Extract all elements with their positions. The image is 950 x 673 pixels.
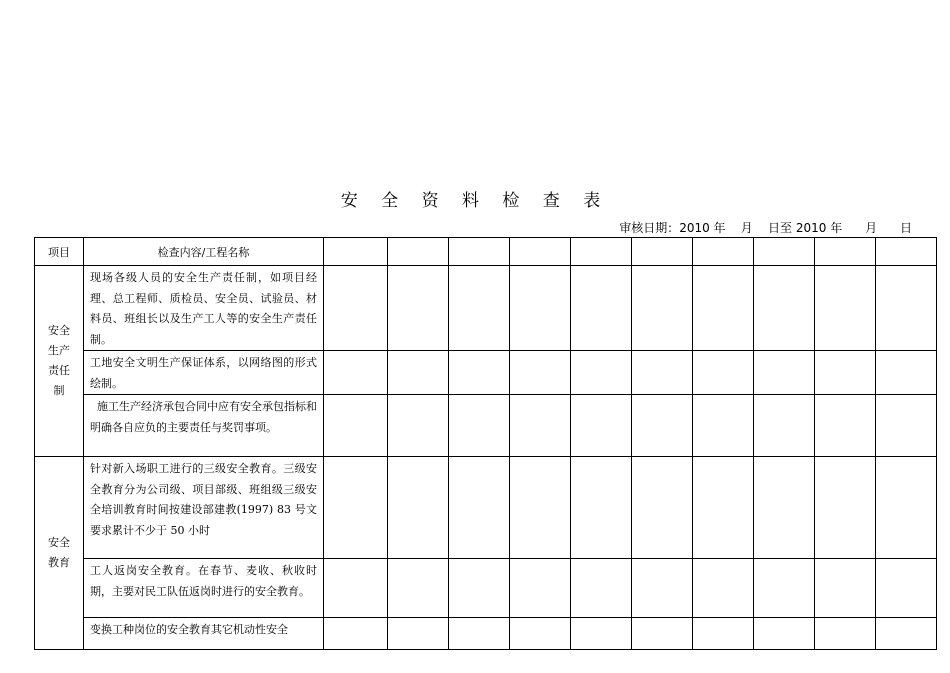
project-cell[interactable] xyxy=(876,618,937,650)
project-cell[interactable] xyxy=(815,238,876,266)
check-content-cell: 施工生产经济承包合同中应有安全承包指标和明确各自应负的主要责任与奖罚事项。 xyxy=(84,395,324,457)
table-row xyxy=(35,395,937,457)
header-content: 检查内容/工程名称 xyxy=(84,238,324,266)
project-cell[interactable] xyxy=(571,618,632,650)
project-cell[interactable] xyxy=(876,559,937,618)
project-cell[interactable] xyxy=(510,351,571,395)
project-cell[interactable] xyxy=(510,238,571,266)
project-cell[interactable] xyxy=(754,266,815,351)
project-cell[interactable] xyxy=(571,266,632,351)
category-label: 制 xyxy=(53,384,65,397)
check-content-cell: 现场各级人员的安全生产责任制，如项目经理、总工程师、质检员、安全员、试验员、材料员、班组长以及生产工人等的安全生产责任制。 xyxy=(84,266,324,351)
project-cell[interactable] xyxy=(632,457,693,559)
category-cell xyxy=(35,266,84,457)
review-date: 审核日期：2010 年 月 日至 2010 年 月 日 xyxy=(619,221,912,235)
project-cell[interactable] xyxy=(388,457,449,559)
category-cell xyxy=(35,457,84,650)
check-content-cell: 工地安全文明生产保证体系，以网络图的形式绘制。 xyxy=(84,351,324,395)
project-cell[interactable] xyxy=(510,559,571,618)
project-cell[interactable] xyxy=(324,238,388,266)
project-cell[interactable] xyxy=(754,238,815,266)
project-cell[interactable] xyxy=(449,351,510,395)
project-cell[interactable] xyxy=(388,238,449,266)
check-content-cell: 针对新入场职工进行的三级安全教育。三级安全教育分为公司级、项目部级、班组级三级安全培训教育时间按建设部建教(1997) 83 号文要求累计不少于 50 小时 xyxy=(84,457,324,559)
project-cell[interactable] xyxy=(449,395,510,457)
project-cell[interactable] xyxy=(754,351,815,395)
project-cell[interactable] xyxy=(815,395,876,457)
project-cell[interactable] xyxy=(632,618,693,650)
project-cell[interactable] xyxy=(754,618,815,650)
project-cell[interactable] xyxy=(388,559,449,618)
category-label: 安全 xyxy=(48,324,70,337)
project-cell[interactable] xyxy=(324,395,388,457)
table-row xyxy=(35,457,937,559)
project-cell[interactable] xyxy=(876,351,937,395)
project-cell[interactable] xyxy=(632,238,693,266)
project-cell[interactable] xyxy=(510,395,571,457)
project-cell[interactable] xyxy=(449,266,510,351)
project-cell[interactable] xyxy=(693,395,754,457)
project-cell[interactable] xyxy=(510,266,571,351)
project-cell[interactable] xyxy=(324,351,388,395)
project-cell[interactable] xyxy=(571,351,632,395)
table-row xyxy=(35,559,937,618)
check-content-cell: 工人返岗安全教育。在春节、麦收、秋收时期，主要对民工队伍返岗时进行的安全教育。 xyxy=(84,559,324,618)
project-cell[interactable] xyxy=(693,618,754,650)
project-cell[interactable] xyxy=(876,266,937,351)
project-cell[interactable] xyxy=(693,457,754,559)
project-cell[interactable] xyxy=(815,559,876,618)
project-cell[interactable] xyxy=(815,266,876,351)
project-cell[interactable] xyxy=(754,457,815,559)
project-cell[interactable] xyxy=(571,457,632,559)
page-title: 安 全 资 料 检 查 表 xyxy=(340,191,610,211)
category-label: 责任 xyxy=(48,364,70,377)
project-cell[interactable] xyxy=(693,351,754,395)
project-cell[interactable] xyxy=(388,395,449,457)
project-cell[interactable] xyxy=(324,618,388,650)
project-cell[interactable] xyxy=(571,238,632,266)
project-cell[interactable] xyxy=(632,266,693,351)
project-cell[interactable] xyxy=(571,395,632,457)
table-row xyxy=(35,618,937,650)
project-cell[interactable] xyxy=(388,266,449,351)
project-cell[interactable] xyxy=(510,457,571,559)
table-row xyxy=(35,351,937,395)
project-cell[interactable] xyxy=(388,351,449,395)
project-cell[interactable] xyxy=(571,559,632,618)
project-cell[interactable] xyxy=(324,559,388,618)
project-cell[interactable] xyxy=(754,559,815,618)
project-cell[interactable] xyxy=(388,618,449,650)
project-cell[interactable] xyxy=(449,238,510,266)
project-cell[interactable] xyxy=(324,266,388,351)
project-cell[interactable] xyxy=(449,618,510,650)
project-cell[interactable] xyxy=(815,351,876,395)
project-cell[interactable] xyxy=(449,559,510,618)
project-cell[interactable] xyxy=(632,559,693,618)
project-cell[interactable] xyxy=(876,457,937,559)
inspection-table xyxy=(34,237,937,650)
table-header-row xyxy=(35,238,937,266)
category-label: 教育 xyxy=(48,556,70,569)
project-cell[interactable] xyxy=(632,351,693,395)
check-content-cell: 变换工种岗位的安全教育其它机动性安全 xyxy=(84,618,324,650)
category-label: 安全 xyxy=(48,536,70,549)
project-cell[interactable] xyxy=(815,457,876,559)
project-cell[interactable] xyxy=(324,457,388,559)
project-cell[interactable] xyxy=(815,618,876,650)
project-cell[interactable] xyxy=(449,457,510,559)
project-cell[interactable] xyxy=(876,238,937,266)
table-row xyxy=(35,266,937,351)
project-cell[interactable] xyxy=(876,395,937,457)
project-cell[interactable] xyxy=(693,559,754,618)
project-cell[interactable] xyxy=(510,618,571,650)
header-item: 项目 xyxy=(35,238,84,266)
project-cell[interactable] xyxy=(632,395,693,457)
project-cell[interactable] xyxy=(693,266,754,351)
project-cell[interactable] xyxy=(754,395,815,457)
project-cell[interactable] xyxy=(693,238,754,266)
category-label: 生产 xyxy=(48,344,70,357)
